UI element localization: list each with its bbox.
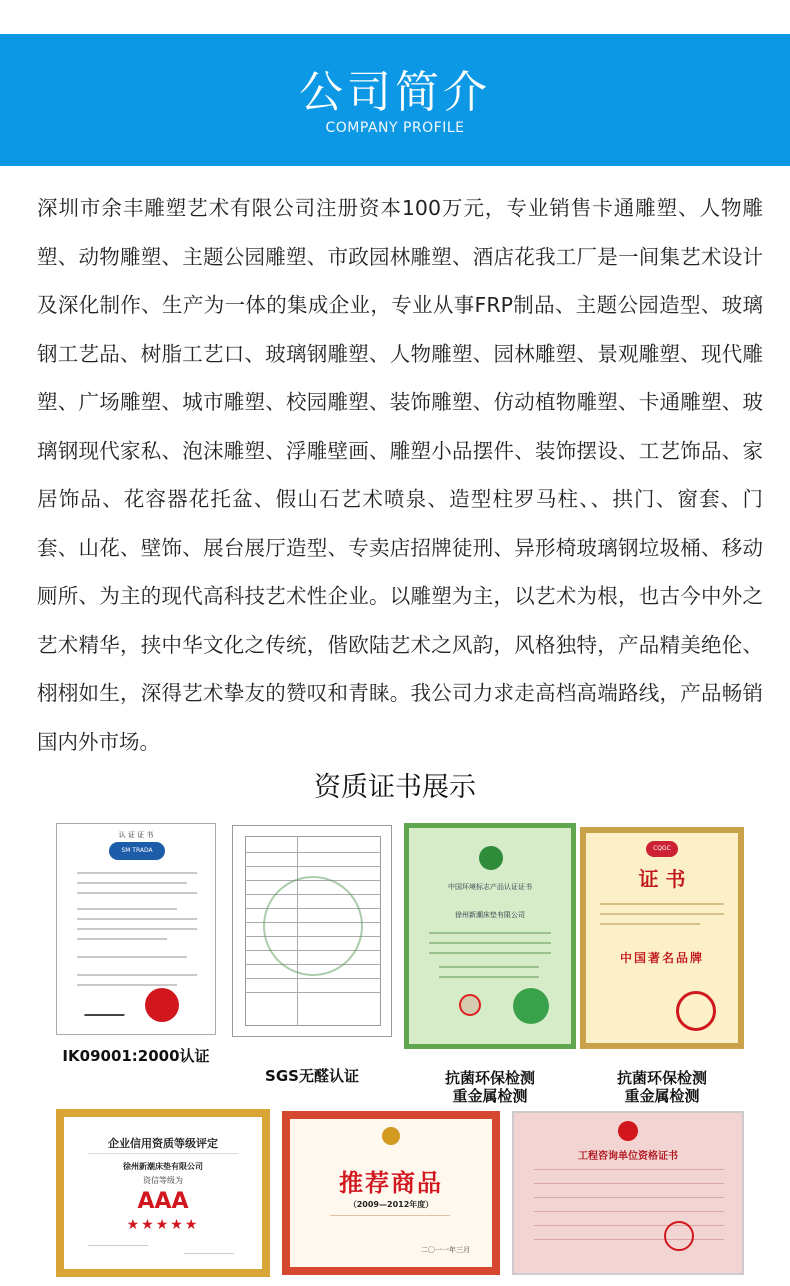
- certificate-sgs: [232, 825, 392, 1085]
- certificate-environment: [404, 823, 576, 1113]
- certificate-recommended-years: （2009—2012年度）: [348, 1200, 434, 1209]
- certificate-credit-rating-image: [56, 1109, 270, 1277]
- certificate-engineering-image: [512, 1111, 744, 1275]
- certificate-credit-rating: [56, 1109, 270, 1277]
- national-emblem-icon: [618, 1121, 638, 1141]
- certificate-brand-caption-1: 抗菌环保检测: [616, 1069, 707, 1087]
- certificate-environment-caption-2: 重金属检测: [452, 1087, 528, 1105]
- certificates-gallery: [0, 815, 790, 1286]
- certificate-environment-caption-1: 抗菌环保检测: [444, 1069, 535, 1087]
- certificate-credit-rating-grade-label: 资信等级为: [143, 1176, 183, 1185]
- cqgc-badge: CQGC: [646, 841, 678, 857]
- red-seal-icon-2: [459, 994, 481, 1016]
- green-emblem-icon: [479, 846, 503, 870]
- certificate-brand: [580, 827, 744, 1117]
- certificate-recommended-header: 推荐商品: [339, 1168, 443, 1197]
- certificate-sgs-image: [232, 825, 392, 1037]
- certificate-recommended: [282, 1111, 500, 1275]
- red-seal-icon: [145, 988, 179, 1022]
- certificate-credit-rating-header: 企业信用资质等级评定: [108, 1137, 218, 1150]
- certificate-environment-header: 中国环境标志产品认证证书: [448, 883, 532, 891]
- certificate-brand-header: 证 书: [638, 867, 686, 891]
- certificate-credit-rating-grade: AAA: [137, 1189, 189, 1214]
- red-seal-icon-4: [664, 1221, 694, 1251]
- certificate-iso-caption: IK09001:2000认证: [62, 1047, 210, 1065]
- header-banner: [0, 34, 790, 166]
- certificate-engineering: [512, 1111, 744, 1275]
- certificate-recommended-image: [282, 1111, 500, 1275]
- page-title: 公司简介: [299, 67, 491, 118]
- certificate-credit-rating-company: 徐州新潮床垫有限公司: [123, 1162, 203, 1171]
- emblem-icon: [382, 1127, 400, 1145]
- signature-icon: [84, 1000, 130, 1016]
- sm-trada-logo: SM TRADA: [109, 842, 165, 860]
- certificate-recommended-date: 二〇一一年三月: [421, 1246, 470, 1254]
- certificate-brand-body: 中国著名品牌: [619, 951, 704, 965]
- stamp-icon: [263, 876, 363, 976]
- certificate-brand-image: [580, 827, 744, 1049]
- certificate-engineering-header: 工程咨询单位资格证书: [578, 1151, 678, 1162]
- certificate-environment-image: [404, 823, 576, 1049]
- page-subtitle: COMPANY PROFILE: [325, 120, 465, 136]
- red-seal-icon-3: [676, 991, 716, 1031]
- company-intro-text: 深圳市余丰雕塑艺术有限公司注册资本100万元，专业销售卡通雕塑、人物雕塑、动物雕塑、主题公园雕塑、市政园林雕塑、酒店花我工厂是一间集艺术设计及深化制作、生产为一体的集成企业，专业从事FRP制品、主题公园造型、玻璃钢工艺品、树脂工艺口、玻璃钢雕塑、人物雕塑、园林雕塑、景观雕塑、现代雕塑、广场雕塑、城市雕塑、校园雕塑、装饰雕塑、仿动植物雕塑、卡通雕塑、玻璃钢现代家私、泡沫雕塑、浮雕壁画、雕塑小品摆件、装饰摆设、工艺饰品、家居饰品、花容器花托盆、假山石艺术喷泉、造型柱罗马柱、、拱门、窗套、门套、山花、壁饰、展台展厅造型、专卖店招牌徒刑、异形椅玻璃钢垃圾桶、移动厕所、为主的现代高科技艺术性企业。以雕塑为主，以艺术为根，也古今中外之艺术精华，挟中华文化之传统，偕欧陆艺术之风韵，风格独特，产品精美绝伦、栩栩如生，深得艺术挚友的赞叹和青睐。我公司力求走高档高端路线，产品畅销国内外市场。: [37, 196, 763, 754]
- certificate-environment-company: 徐州新潮床垫有限公司: [455, 911, 525, 919]
- environment-logo-icon: [513, 988, 549, 1024]
- certificate-iso-image: [56, 823, 216, 1035]
- certificates-title: 资质证书展示: [314, 772, 476, 803]
- certificate-iso-header: 认 证 证 书: [118, 831, 154, 839]
- certificate-iso: [56, 823, 216, 1083]
- certificate-credit-rating-stars: ★★★★★: [126, 1217, 200, 1233]
- certificate-sgs-caption: SGS无醛认证: [265, 1067, 359, 1085]
- certificate-brand-caption-2: 重金属检测: [624, 1087, 700, 1105]
